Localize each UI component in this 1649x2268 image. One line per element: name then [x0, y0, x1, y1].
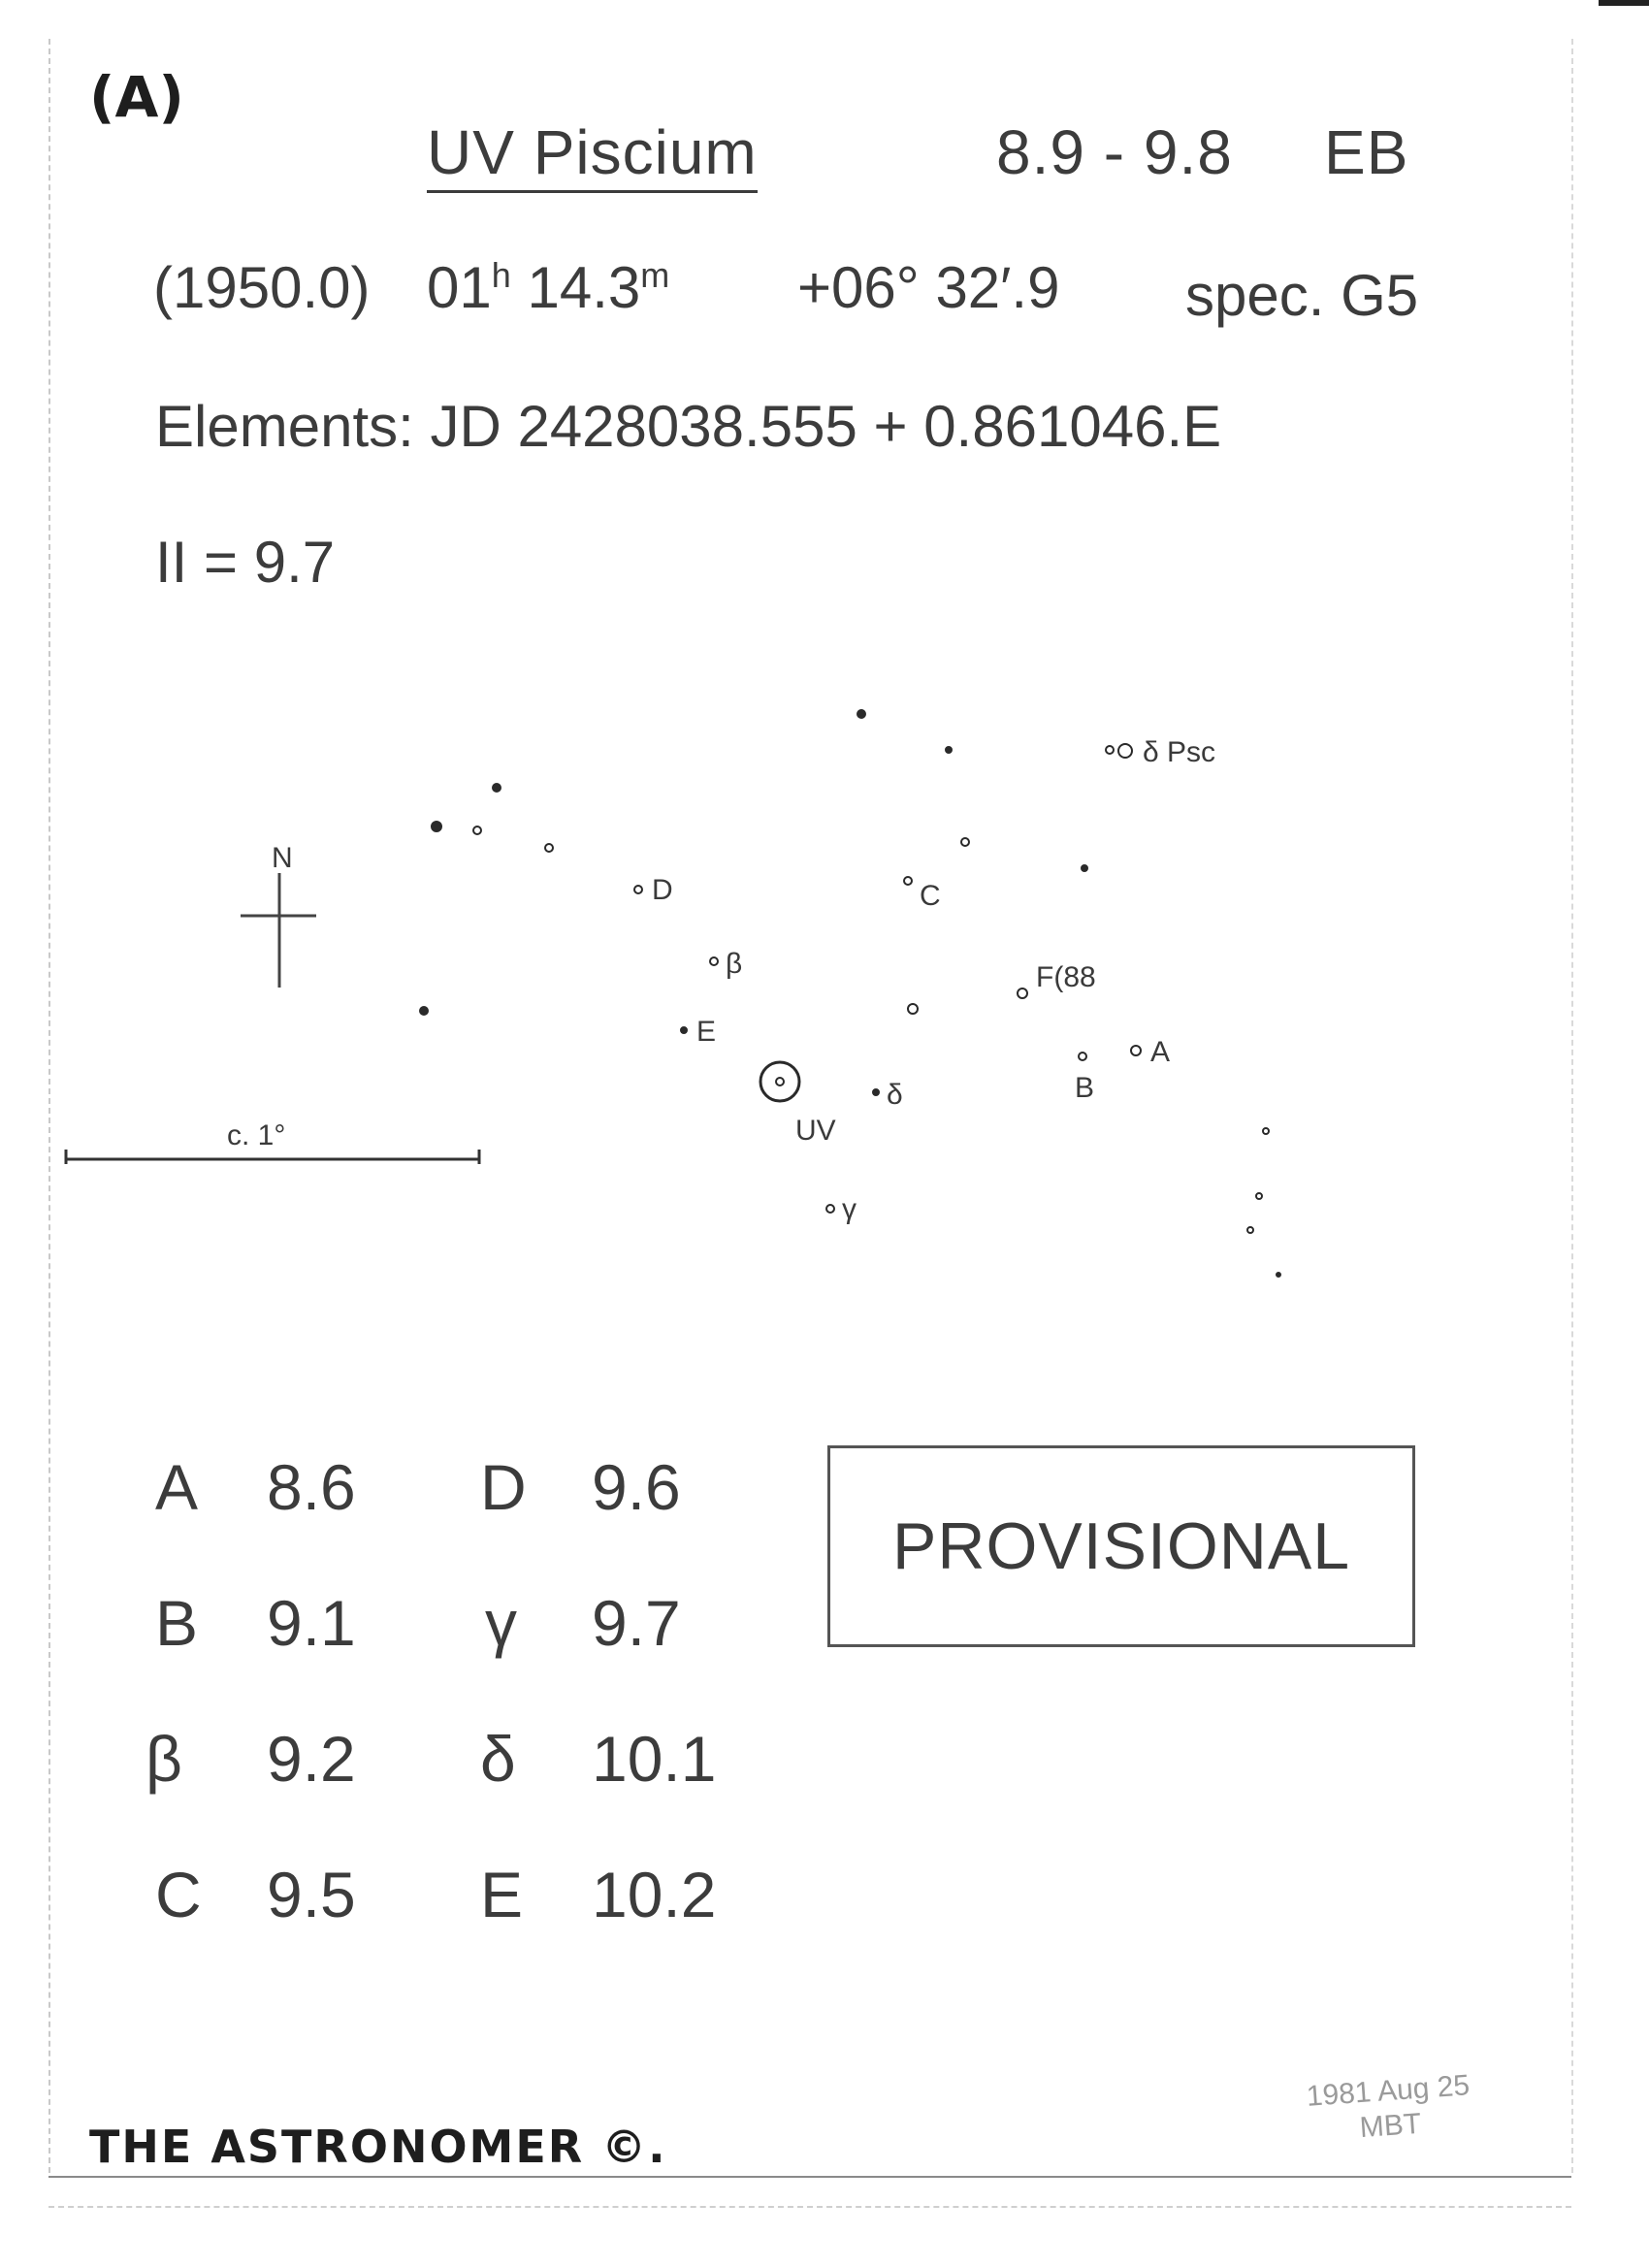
star-gamma: [826, 1205, 834, 1213]
ra-minutes: 14.3: [527, 255, 641, 320]
comparison-mag: 9.2: [267, 1723, 356, 1795]
secondary-minimum: II = 9.7: [155, 530, 336, 595]
bottom-rule: [48, 2176, 1571, 2178]
field-star: [545, 844, 553, 852]
corner-mark: [1599, 0, 1649, 6]
comparison-id: B: [155, 1587, 199, 1659]
label-B: B: [1075, 1072, 1095, 1104]
variable-type: EB: [1324, 117, 1409, 187]
comparison-mag: 9.1: [267, 1587, 356, 1659]
comparison-id: E: [480, 1859, 524, 1930]
comparison-mag: 8.6: [267, 1451, 356, 1523]
label-beta: β: [726, 948, 743, 980]
star-beta: [710, 957, 718, 965]
comparison-mag: 10.1: [592, 1723, 717, 1795]
ra-hours: 01: [427, 255, 492, 320]
right-ascension: [427, 254, 669, 321]
label-gamma: γ: [842, 1193, 857, 1225]
label-C: C: [920, 880, 941, 912]
label-E: E: [696, 1016, 717, 1048]
chart-label: (A): [89, 64, 184, 130]
star-delta: [873, 1089, 879, 1095]
field-star: [1277, 1273, 1280, 1277]
date-stamp: [1306, 2068, 1473, 2150]
label-UV: UV: [795, 1115, 836, 1147]
provisional-box: [827, 1445, 1415, 1647]
label-F188: F(88: [1036, 961, 1096, 993]
label-delta-psc: δ Psc: [1143, 736, 1216, 768]
scale-bar: [66, 1119, 479, 1164]
magnitude-range: 8.9 - 9.8: [996, 117, 1233, 187]
ra-hours-unit: h: [491, 255, 511, 295]
field-star: [961, 838, 969, 846]
field-star: [1256, 1193, 1262, 1199]
credit-line: THE ASTRONOMER ©.: [89, 2121, 667, 2173]
field-star: [493, 784, 501, 792]
star-delta-psc-companion: [1106, 746, 1114, 754]
star-delta-psc: [1118, 744, 1132, 758]
comparison-mag: 9.6: [592, 1451, 681, 1523]
ra-minutes-unit: m: [640, 255, 670, 295]
stamp-date: 1981 Aug 25: [1305, 2069, 1471, 2113]
field-star: [473, 826, 481, 834]
comparison-mag: 10.2: [592, 1859, 717, 1930]
field-star: [1263, 1128, 1269, 1134]
label-delta: δ: [887, 1079, 903, 1111]
provisional-label: PROVISIONAL: [891, 1509, 1351, 1583]
north-marker: [241, 842, 316, 988]
star-D: [634, 886, 642, 893]
star-C: [904, 877, 912, 885]
declination: +06° 32′.9: [797, 255, 1060, 320]
star-F188: [1018, 988, 1027, 998]
comparison-id: β: [146, 1723, 182, 1795]
comparison-id: γ: [485, 1587, 517, 1659]
field-star: [432, 822, 441, 831]
scale-label: c. 1°: [227, 1119, 286, 1151]
uv-variable: [776, 1078, 784, 1085]
spectral-type: spec. G5: [1185, 263, 1419, 328]
star-A: [1131, 1046, 1141, 1055]
star-B: [1079, 1053, 1086, 1060]
north-marker-label: N: [272, 842, 293, 874]
field-star: [1247, 1227, 1253, 1233]
stamp-code: MBT: [1358, 2107, 1423, 2145]
star-name: UV Piscium: [427, 116, 758, 193]
field-star: [908, 1004, 918, 1014]
comparison-id: C: [155, 1859, 202, 1930]
field-star: [1082, 865, 1087, 871]
comparison-mag: 9.7: [592, 1587, 681, 1659]
comparison-id: D: [480, 1451, 527, 1523]
finder-chart: [0, 679, 1649, 1339]
label-A: A: [1150, 1036, 1171, 1068]
comparison-id: A: [155, 1451, 199, 1523]
star-E: [681, 1027, 687, 1033]
field-star: [946, 747, 952, 753]
comparison-id: δ: [480, 1723, 516, 1795]
label-D: D: [652, 874, 673, 906]
field-star: [857, 710, 865, 718]
uv-variable-ring: [760, 1062, 799, 1101]
bottom-dashed-rule: [48, 2206, 1571, 2208]
light-elements: Elements: JD 2428038.555 + 0.861046.E: [155, 394, 1222, 459]
epoch: (1950.0): [153, 255, 371, 320]
field-star: [420, 1007, 428, 1015]
comparison-mag: 9.5: [267, 1859, 356, 1930]
